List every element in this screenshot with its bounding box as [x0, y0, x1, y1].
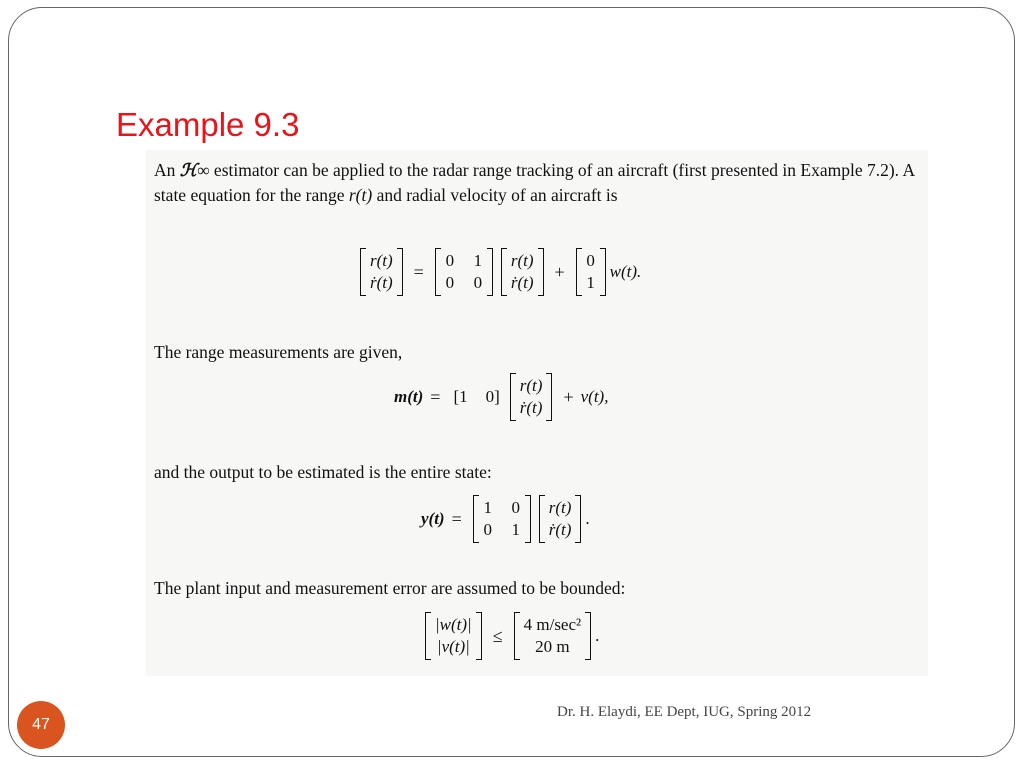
paragraph-intro: [154, 158, 926, 208]
matrix-entry: 1: [473, 251, 483, 270]
bound-vector: [514, 612, 592, 660]
lhs-entry: r(t): [370, 251, 393, 270]
state-entry: r(t): [548, 498, 572, 517]
page-number-badge: [17, 701, 65, 749]
output-lhs: y(t): [421, 509, 445, 528]
input-matrix: [576, 248, 606, 296]
slide-title: Example 9.3: [116, 106, 300, 143]
state-entry: r(t): [510, 251, 534, 270]
output-equation: [421, 495, 590, 543]
system-matrix: [435, 248, 493, 296]
matrix-entry: 1: [483, 498, 492, 517]
identity-matrix: [473, 495, 531, 543]
scanned-excerpt: [146, 150, 928, 676]
page-number: 47: [32, 716, 50, 733]
paragraph-bounds: The plant input and measurement error are assumed to be bounded:: [154, 578, 626, 598]
state-equation: [356, 248, 641, 296]
state-vector: [501, 248, 544, 296]
range-symbol: r(t): [348, 185, 373, 205]
state-entry: ṙ(t): [510, 273, 534, 292]
matrix-entry: 0: [445, 251, 455, 270]
row-matrix-open: [1: [453, 387, 468, 406]
para1-mid: estimator can be applied to the radar range tracking of an aircraft (first presented in Example 7.2). A state equation for the range: [154, 160, 915, 205]
state-entry: r(t): [519, 376, 543, 395]
period: .: [595, 626, 600, 645]
matrix-entry: 0: [445, 273, 455, 292]
state-entry: ṙ(t): [519, 398, 543, 417]
state-derivative-vector: [360, 248, 403, 296]
slide-footer: Dr. H. Elaydi, EE Dept, IUG, Spring 2012: [557, 704, 812, 720]
plus-sign: +: [554, 261, 565, 282]
equals-sign: =: [451, 508, 462, 529]
para1-pre: An: [154, 160, 180, 180]
bound-rhs-entry: 4 m/sec²: [523, 615, 582, 634]
state-vector: [510, 373, 553, 421]
paragraph-output: and the output to be estimated is the entire state:: [154, 462, 492, 482]
para1-post: and radial velocity of an aircraft is: [372, 185, 618, 205]
equals-sign: =: [430, 386, 441, 407]
matrix-entry: 0: [511, 498, 520, 517]
matrix-entry: 0: [586, 251, 595, 270]
measurement-equation: [394, 373, 608, 421]
h-infinity-symbol: ℋ∞: [179, 160, 210, 180]
matrix-entry: 0: [473, 273, 483, 292]
state-entry: ṙ(t): [548, 520, 572, 539]
bound-inequality: [421, 612, 599, 660]
state-vector: [539, 495, 582, 543]
bound-lhs-entry: |w(t)|: [435, 615, 472, 634]
period: .: [585, 509, 590, 528]
measurement-lhs: m(t): [394, 387, 424, 406]
disturbance-vector: [425, 612, 482, 660]
lhs-entry: ṙ(t): [370, 273, 393, 292]
equals-sign: =: [413, 261, 424, 282]
less-equal-sign: ≤: [492, 625, 503, 646]
input-term: w(t).: [609, 262, 642, 281]
output-row-matrix: [453, 387, 499, 407]
matrix-entry: 0: [483, 520, 492, 539]
matrix-entry: 1: [511, 520, 520, 539]
noise-term: v(t),: [580, 387, 609, 406]
matrix-entry: 1: [586, 273, 595, 292]
plus-sign: +: [563, 386, 574, 407]
bound-rhs-entry: 20 m: [535, 637, 570, 656]
paragraph-measurements: The range measurements are given,: [154, 342, 403, 362]
row-matrix-close: 0]: [485, 387, 500, 406]
bound-lhs-entry: |v(t)|: [436, 637, 470, 656]
